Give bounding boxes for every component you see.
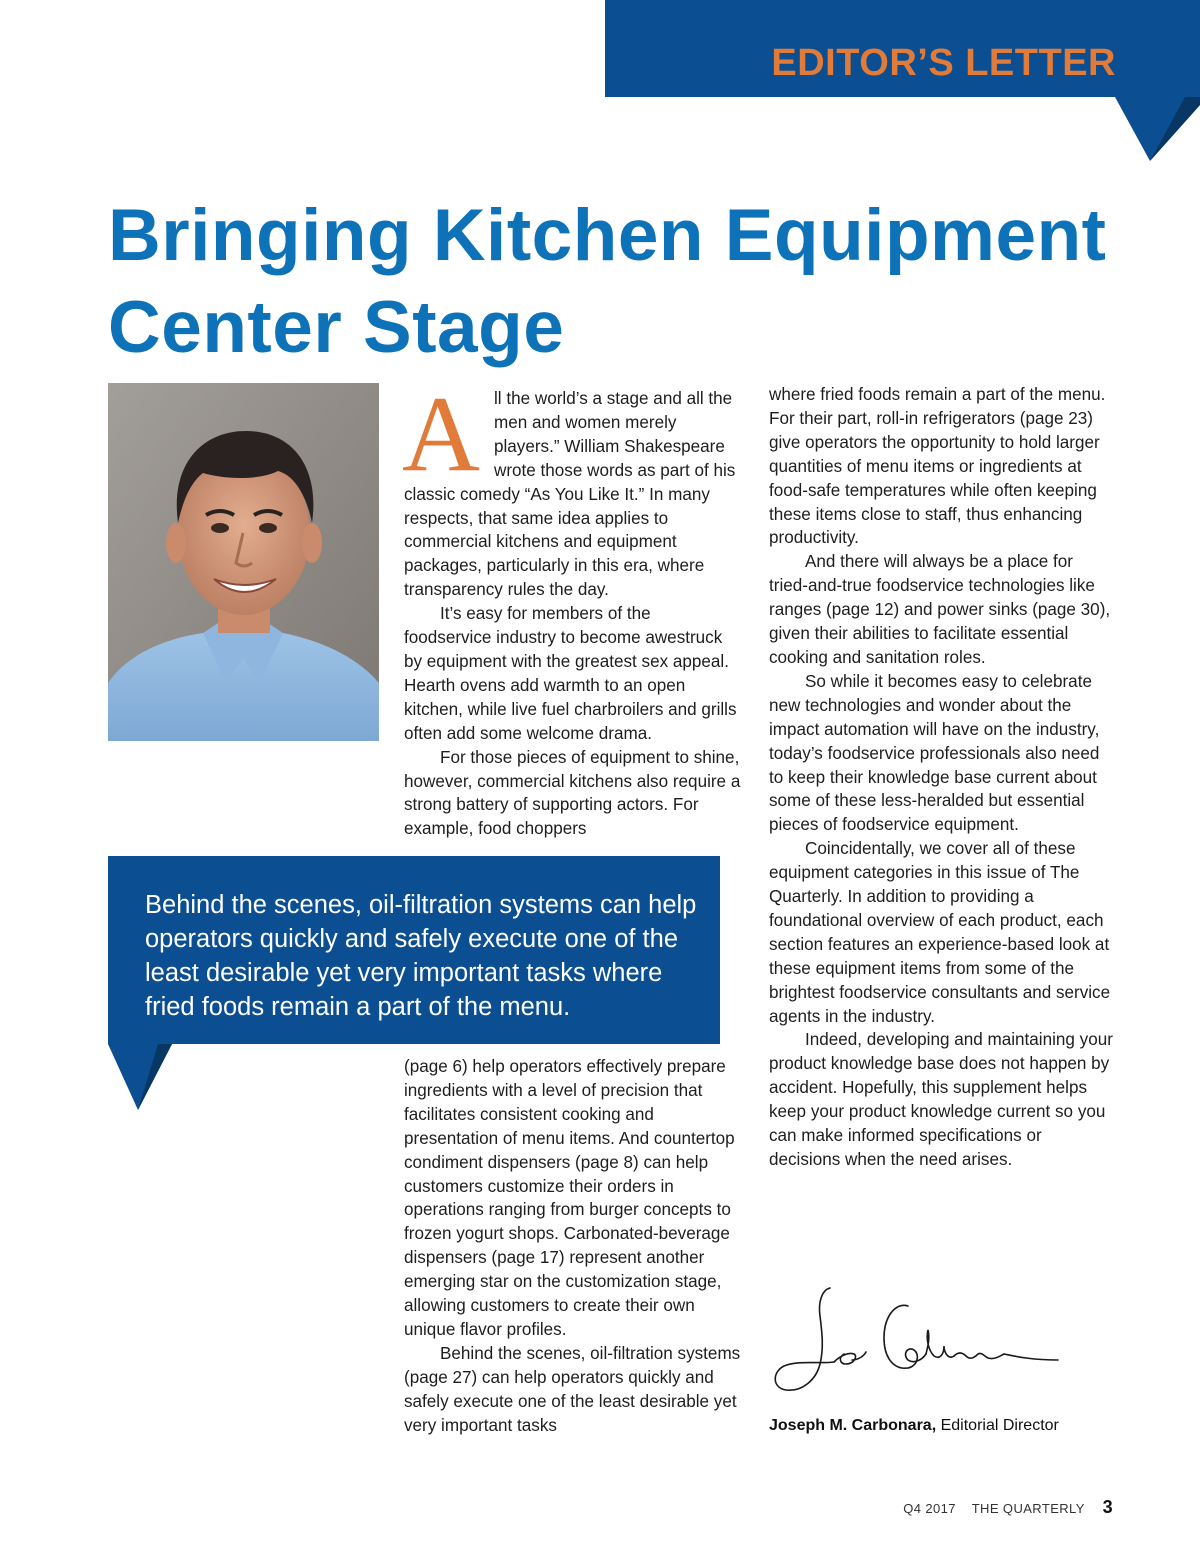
paragraph: Coincidentally, we cover all of these equipment categories in this issue of The Quarterly. In addition to providing a foundational overview of each product, each section features an experience-based look at these equipment items from some of the brightest foodservice consultants and service agents in the industry. [769,839,1111,1026]
pull-quote-box [108,856,720,1044]
page-number: 3 [1102,1497,1113,1517]
publication-name: THE QUARTERLY [971,1501,1085,1516]
page-footer [903,1497,1113,1518]
paragraph: ll the world’s a stage and all the men and women merely players.” William Shakespeare wrote those words as part of his classic comedy “As You Like It.” In many respects, that same idea applies to commercial kitchens and equipment packages, particularly in this era, where transparency rules the day. [404,389,736,600]
author-byline [769,1417,1059,1435]
author-title: Editorial Director [940,1417,1059,1434]
header-flag-shape [1115,97,1200,161]
author-photo [108,383,379,741]
paragraph: So while it becomes easy to celebrate new technologies and wonder about the impact automation will have on the industry, today’s foodservice professionals also need to keep their knowledge base current about some of these less-heralded but essential pieces of foodservice equipment. [769,671,1100,835]
paragraph: For those pieces of equipment to shine, however, commercial kitchens also require a strong battery of supporting actors. For example, food choppers [404,747,741,839]
paragraph: Indeed, developing and maintaining your product knowledge base does not happen by accident. Hopefully, this supplement helps keep your product knowledge current so you can make informed specifications or decisions when the need arises. [769,1030,1113,1169]
drop-cap: A [402,375,480,494]
article-title: Bringing Kitchen Equipment Center Stage [108,195,1107,368]
paragraph: It’s easy for members of the foodservice industry to become awestruck by equipment with the greatest sex appeal. Hearth ovens add warmth to an open kitchen, while live fuel charbroilers and grills often add some welcome drama. [404,604,737,743]
author-name: Joseph M. Carbonara, [769,1417,937,1434]
paragraph: (page 6) help operators effectively prepare ingredients with a level of precision that facilitates consistent cooking and presentation of menu items. And countertop condiment dispensers (page 8) can help customers customize their orders in operations ranging from burger concepts to frozen yogurt shops. Carbonated-beverage dispensers (page 17) represent another emerging star on the customization stage, allowing customers to create their own unique flavor profiles. [404,1057,735,1339]
paragraph: where fried foods remain a part of the menu. For their part, roll-in refrigerators (page 23) give operators the opportunity to hold larger quantities of menu items or ingredients at food-safe temperatures while often keeping these items close to staff, thus enhancing productivity. [769,385,1106,548]
pull-quote-flag-shape [108,1044,172,1110]
issue-label: Q4 2017 [903,1501,956,1516]
pull-quote-text: Behind the scenes, oil-filtration systems can help operators quickly and safely execute one of the least desirable yet very important tasks where fried foods remain a part of the menu. [145,891,697,1021]
section-header-tab [605,0,1200,97]
paragraph: And there will always be a place for tried-and-true foodservice technologies like ranges (page 12) and power sinks (page 30), given their abilities to facilitate essential cooking and sanitation roles. [769,552,1111,667]
handwritten-signature [768,1280,1068,1405]
article-column-middle-bottom [404,1055,746,1438]
paragraph: Behind the scenes, oil-filtration systems (page 27) can help operators quickly and safely execute one of the least desirable yet very important tasks [404,1343,741,1435]
article-column-middle-top [402,375,742,841]
section-label: EDITOR’S LETTER [771,42,1116,84]
article-column-right [769,383,1114,1172]
